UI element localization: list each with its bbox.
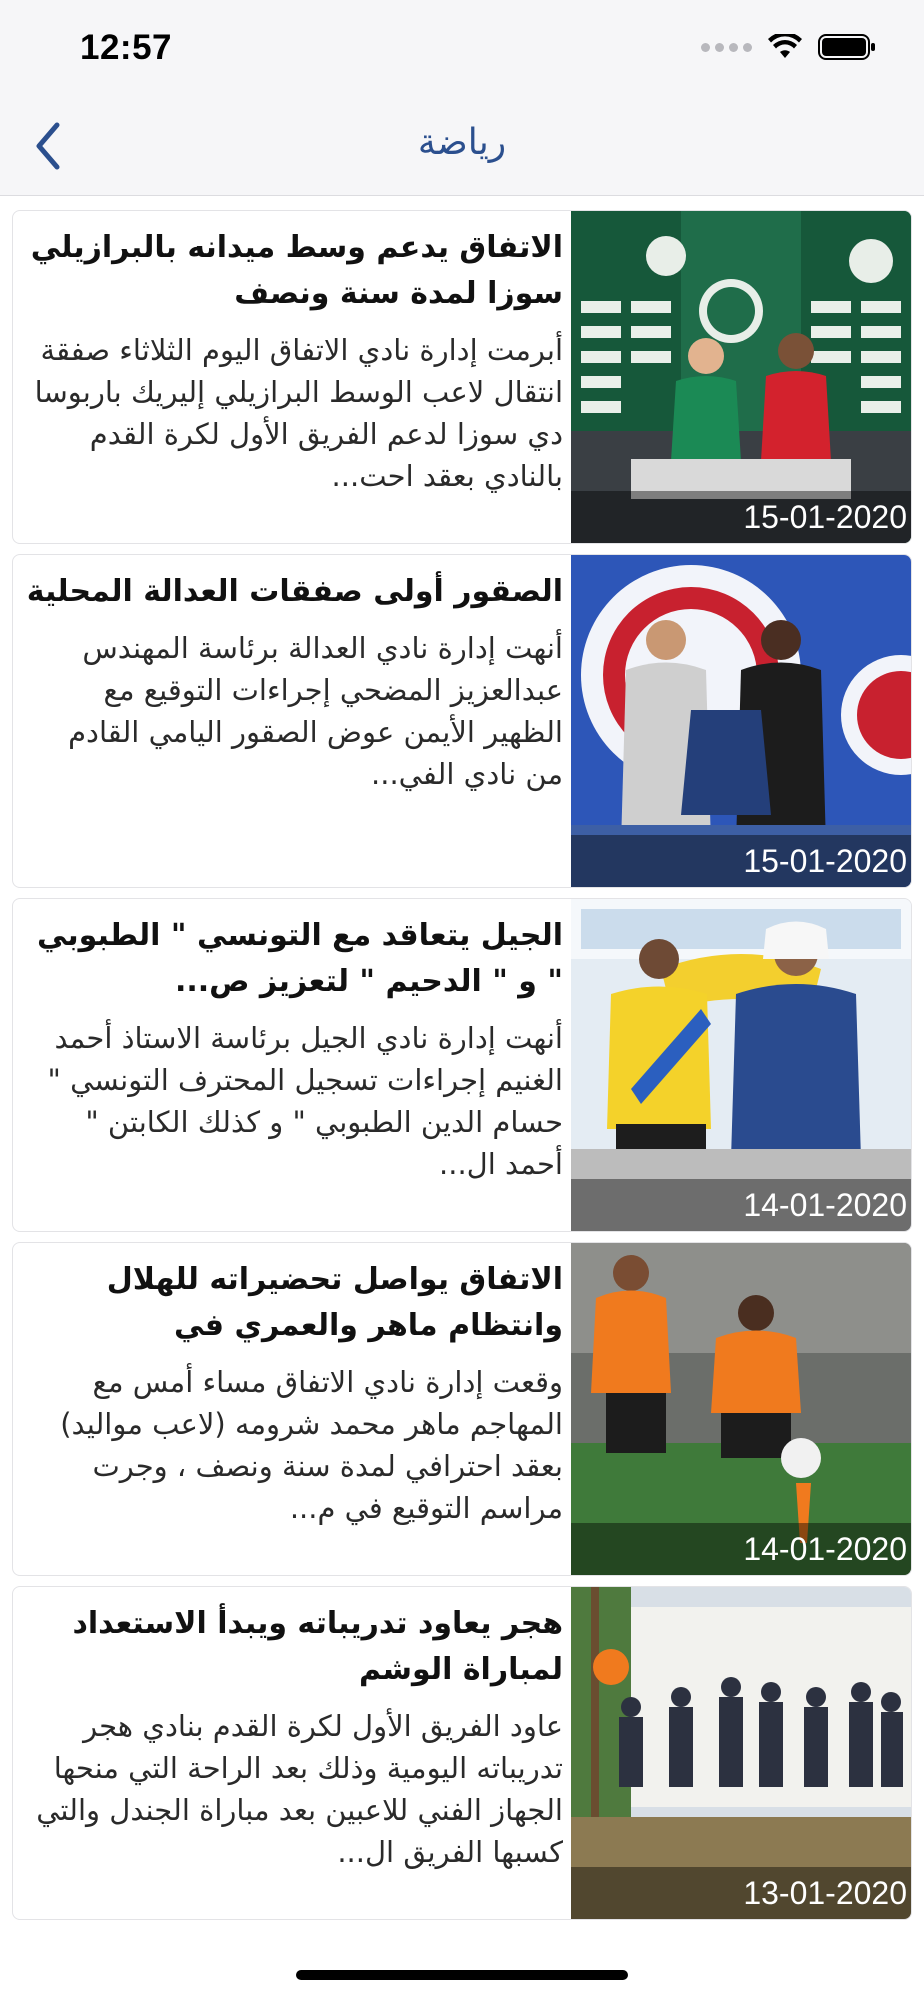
news-list bbox=[12, 210, 912, 1930]
article-thumbnail bbox=[571, 1243, 911, 1575]
signal-icon bbox=[701, 43, 752, 52]
article-date: 13-01-2020 bbox=[743, 1875, 907, 1911]
article-date: 15-01-2020 bbox=[743, 499, 907, 535]
news-card[interactable] bbox=[12, 210, 912, 544]
article-summary: عاود الفريق الأول لكرة القدم بنادي هجر تدريباته اليومية وذلك بعد الراحة التي منحها الجهاز الفني للاعبين بعد مباراة الجندل والتي كسبها الفريق ال... bbox=[36, 1709, 563, 1869]
article-title: الصقور أولى صفقات العدالة المحلية bbox=[26, 574, 563, 609]
home-indicator[interactable] bbox=[296, 1970, 628, 1980]
news-card[interactable] bbox=[12, 1586, 912, 1920]
news-card[interactable] bbox=[12, 1242, 912, 1576]
article-summary: وقعت إدارة نادي الاتفاق مساء أمس مع المهاجم ماهر محمد شرومه (لاعب مواليد) بعقد احترافي لمدة سنة ونصف ، وجرت مراسم التوقيع في م... bbox=[60, 1365, 563, 1525]
article-text bbox=[23, 1257, 563, 1529]
article-text bbox=[23, 1601, 563, 1873]
news-card[interactable] bbox=[12, 898, 912, 1232]
article-title: الجيل يتعاقد مع التونسي " الطبوبي " و " الدحيم " لتعزيز ص... bbox=[37, 918, 563, 999]
page-title: رياضة bbox=[417, 122, 507, 163]
article-text bbox=[23, 569, 563, 795]
battery-icon bbox=[818, 34, 876, 60]
article-summary: أنهت إدارة نادي الجيل برئاسة الاستاذ أحمد الغنيم إجراءات تسجيل المحترف التونسي " حسام الدين الطبوبي " و كذلك الكابتن " أحمد ال... bbox=[47, 1021, 563, 1181]
article-thumbnail bbox=[571, 899, 911, 1231]
status-time: 12:57 bbox=[80, 28, 173, 67]
article-thumbnail bbox=[571, 555, 911, 887]
article-title: هجر يعاود تدريباته ويبدأ الاستعداد لمباراة الوشم bbox=[72, 1606, 563, 1687]
article-title: الاتفاق يواصل تحضيراته للهلال وانتظام ماهر والعمري في bbox=[106, 1262, 563, 1343]
article-date: 14-01-2020 bbox=[743, 1187, 907, 1223]
article-date: 14-01-2020 bbox=[743, 1531, 907, 1567]
article-text bbox=[23, 913, 563, 1185]
article-text bbox=[23, 225, 563, 497]
article-title: الاتفاق يدعم وسط ميدانه بالبرازيلي سوزا لمدة سنة ونصف bbox=[30, 230, 563, 311]
article-summary: أبرمت إدارة نادي الاتفاق اليوم الثلاثاء صفقة انتقال لاعب الوسط البرازيلي إليريك باربوسا دي سوزا لدعم الفريق الأول لكرة القدم بالنادي بعقد احت... bbox=[34, 333, 563, 493]
wifi-icon bbox=[768, 34, 802, 60]
status-indicators bbox=[701, 34, 876, 60]
article-date: 15-01-2020 bbox=[743, 843, 907, 879]
navigation-bar bbox=[0, 96, 924, 196]
article-thumbnail bbox=[571, 1587, 911, 1919]
article-thumbnail bbox=[571, 211, 911, 543]
status-bar bbox=[0, 0, 924, 96]
article-summary: أنهت إدارة نادي العدالة برئاسة المهندس عبدالعزيز المضحي إجراءات التوقيع مع الظهير الأيمن عوض الصقور اليامي القادم من نادي الفي... bbox=[68, 631, 563, 791]
news-card[interactable] bbox=[12, 554, 912, 888]
